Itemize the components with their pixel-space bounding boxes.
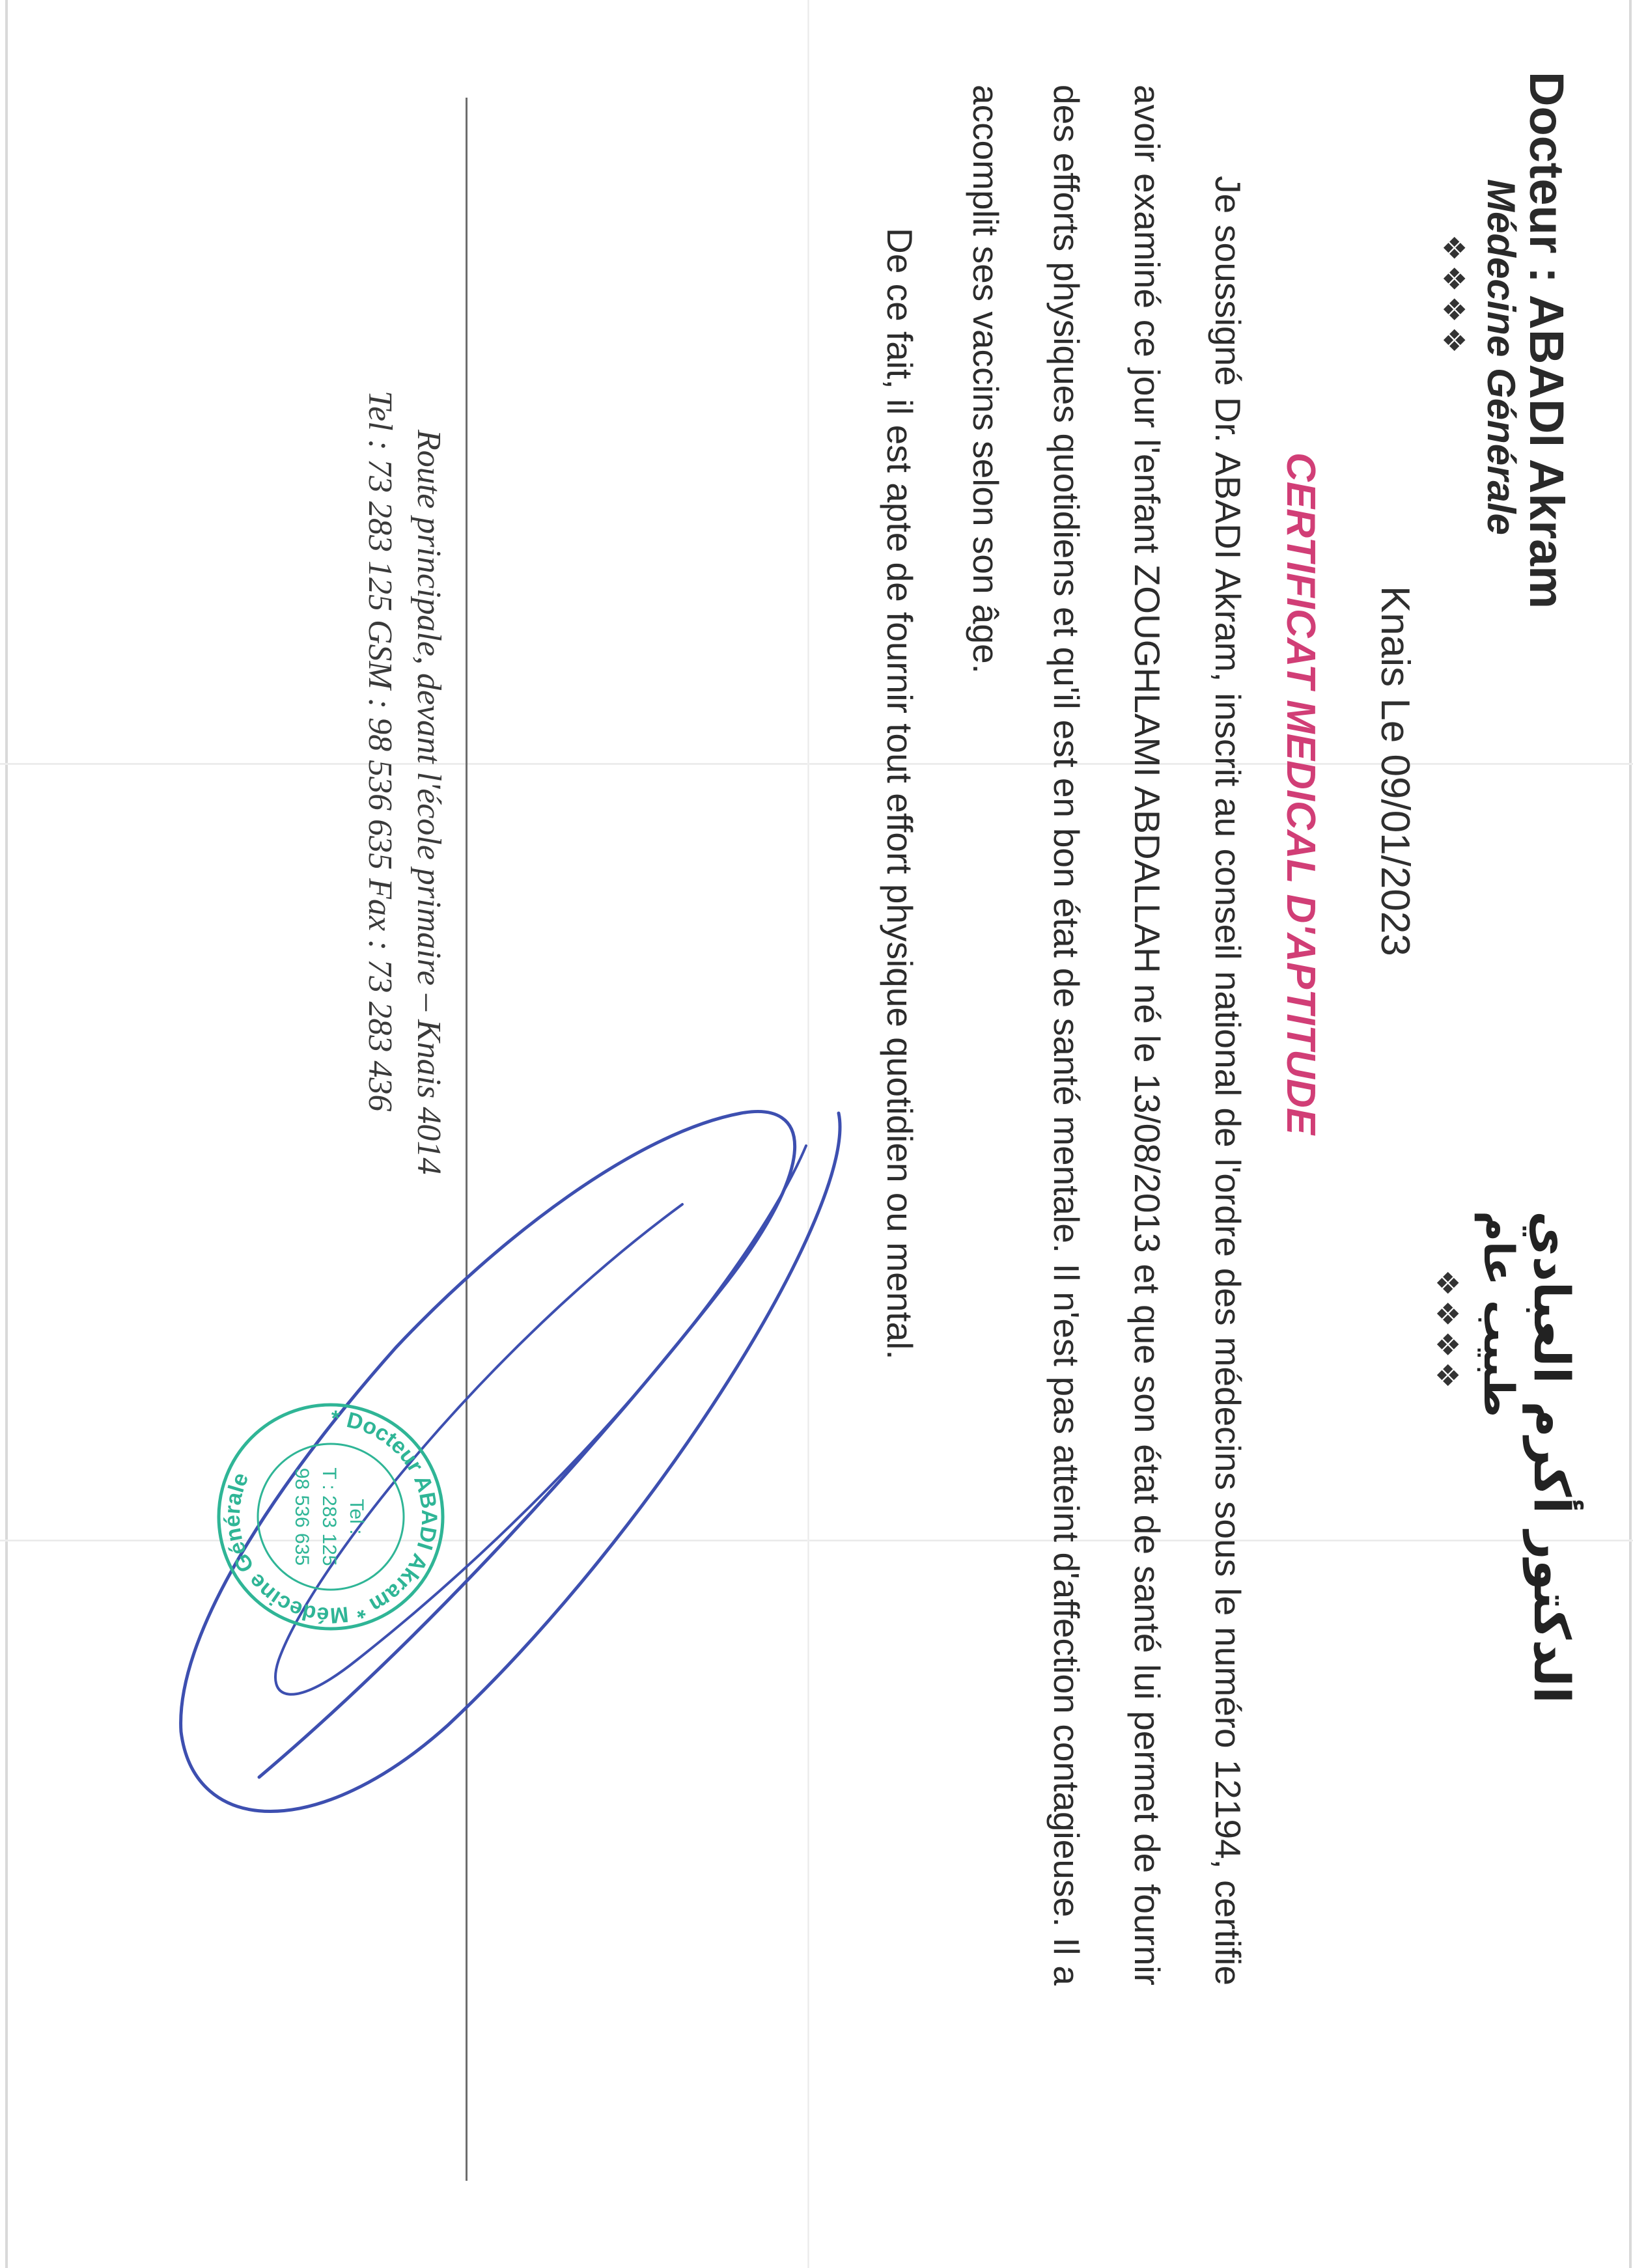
body-paragraph: Je soussigné Dr. ABADI Akram, inscrit au conseil national de l'ordre des médecins sous le numéro 12194, certifie avoir examiné ce jour l'enfant ZOUGHLAMI ABDALLAH né le 13/08/2013 et que son état de santé lui permet de fournir des efforts physiques quotidiens et qu'il est en bon état de santé mentale. Il n'est pas atteint d'affection contagieuse. Il a accomplit ses vaccins selon son âge. — [966, 85, 1248, 1985]
certificate-body — [859, 85, 1268, 1985]
doctor-stamp — [214, 1400, 448, 1634]
certificate-title: CERTIFICAT MEDICAL D'APTITUDE — [1278, 452, 1323, 1135]
place-and-date: Knais Le 09/01/2023 — [1373, 586, 1417, 956]
body-paragraph: De ce fait, il est apte de fournir tout effort physique quotidien ou mental. — [880, 228, 920, 1360]
stamp-inner-text: Tel : — [346, 1499, 367, 1535]
doctor-name-arabic: الدكتور أكرم العبادي — [1523, 1211, 1581, 1704]
header-ornament: ❖❖❖❖ — [1437, 234, 1471, 357]
doctor-specialty: Médecine Générale — [1479, 179, 1523, 535]
stamp-inner-text: T : 283 125 — [318, 1467, 340, 1566]
stamp-inner-text: 98 536 635 — [291, 1467, 313, 1566]
footer-address: Route principale, devant l'école primaire – Knais 4014 — [410, 430, 447, 1175]
header-ornament-arabic: ❖❖❖❖ — [1431, 1269, 1464, 1392]
footer-contact: Tel : 73 283 125 GSM : 98 536 635 Fax : 73 283 436 — [361, 391, 398, 1112]
doctor-specialty-arabic: طبيب عام — [1474, 1211, 1522, 1418]
doctor-name: Docteur : ABADI Akram — [1520, 72, 1574, 609]
stamp-ring-text: * Docteur ABADI Akram * Médecine Générale — [219, 1405, 442, 1628]
